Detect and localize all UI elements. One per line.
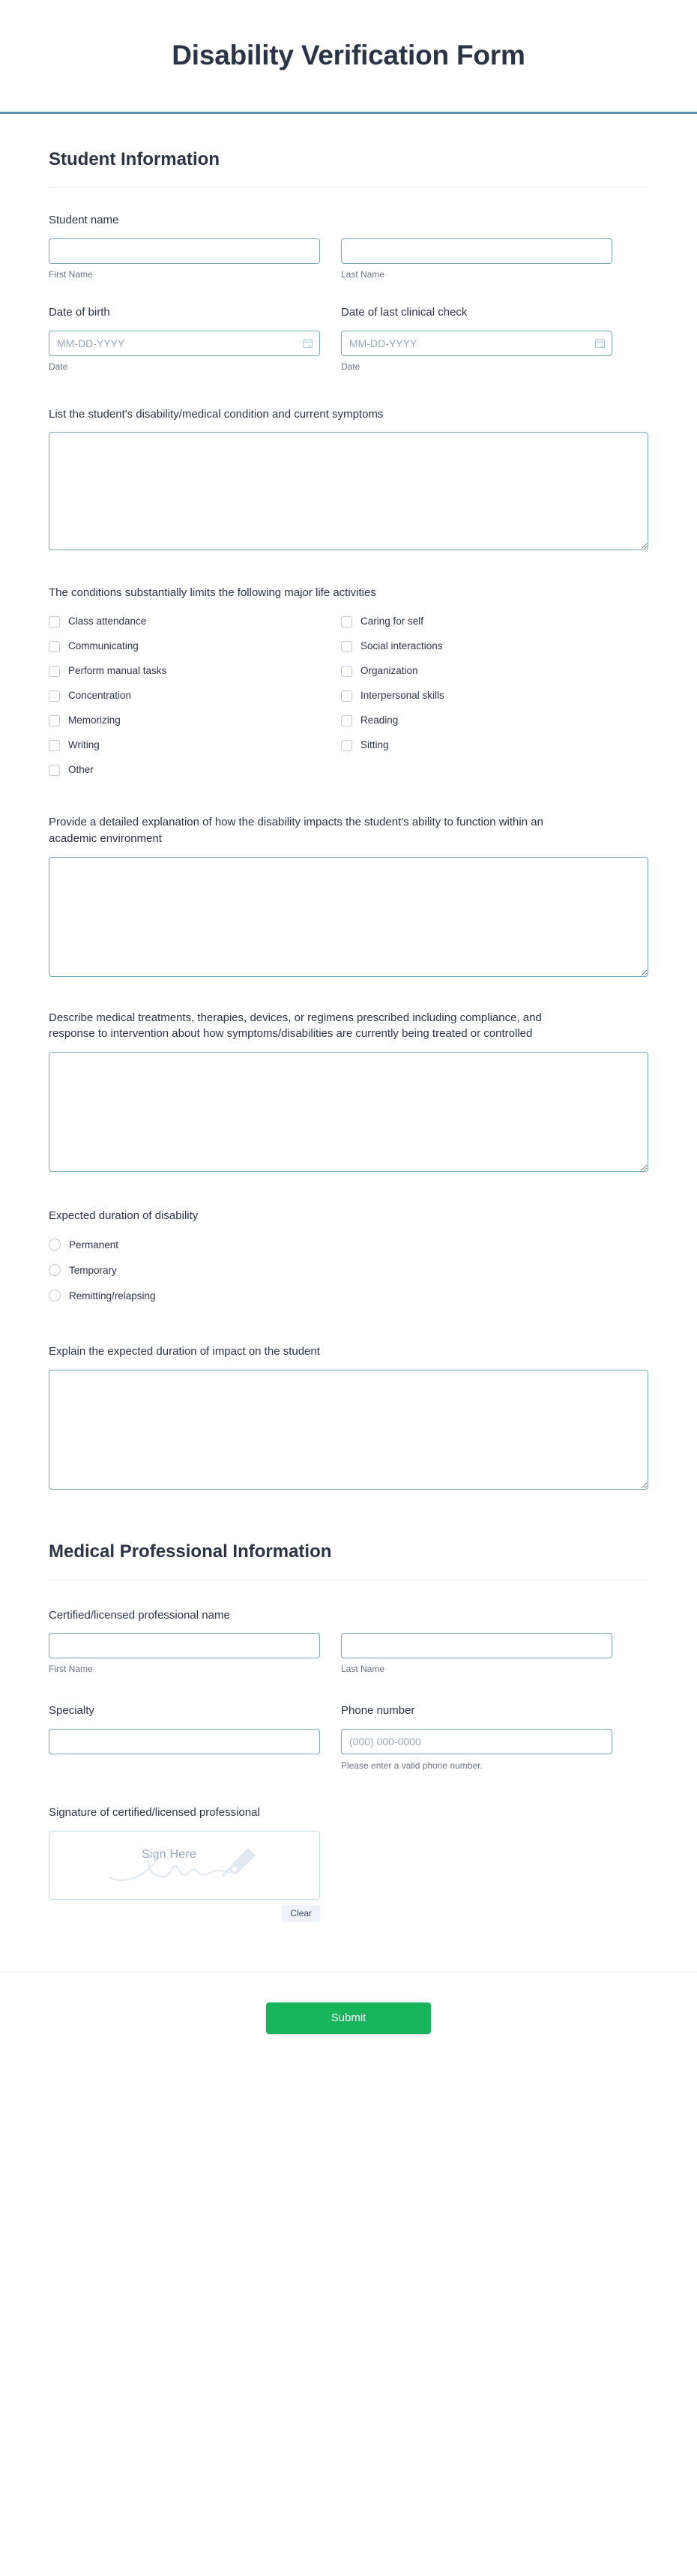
checkbox-label: Class attendance [68, 616, 147, 628]
checkbox-label: Concentration [68, 690, 132, 702]
student-name-row [49, 238, 648, 281]
checkbox-label: Memorizing [68, 714, 121, 726]
form-footer [0, 1972, 697, 2067]
checkbox-memorizing[interactable] [49, 710, 320, 731]
student-first-name-input[interactable] [49, 238, 320, 264]
checkbox-label: Communicating [68, 640, 139, 652]
clear-signature-button[interactable]: Clear [282, 1905, 320, 1922]
professional-last-name-col [341, 1633, 612, 1676]
checkbox-perform-manual-tasks[interactable] [49, 660, 320, 681]
field-signature [49, 1772, 648, 1922]
life-activities-column-left [49, 611, 320, 784]
checkbox-box-icon[interactable] [341, 616, 352, 628]
form-header [0, 0, 697, 114]
phone-number-hint: Please enter a valid phone number. [341, 1760, 483, 1771]
date-of-birth-wrap [49, 331, 320, 356]
checkbox-box-icon[interactable] [49, 666, 60, 677]
section-title-professional: Medical Professional Information [49, 1541, 332, 1562]
student-first-name-sublabel: First Name [49, 268, 93, 280]
submit-button[interactable]: Submit [266, 2002, 431, 2034]
dates-row [49, 304, 648, 373]
last-clinical-check-wrap [341, 331, 612, 356]
checkbox-label: Caring for self [360, 616, 424, 628]
phone-col [341, 1703, 612, 1772]
radio-label: Permanent [69, 1239, 119, 1251]
label-last-clinical-check: Date of last clinical check [341, 306, 468, 319]
label-date-of-birth: Date of birth [49, 306, 110, 319]
last-clinical-check-input[interactable] [341, 331, 612, 356]
professional-first-name-sublabel: First Name [49, 1664, 93, 1675]
checkbox-label: Perform manual tasks [68, 665, 167, 677]
field-professional-name [49, 1580, 648, 1676]
checkbox-box-icon[interactable] [341, 740, 352, 751]
checkbox-interpersonal-skills[interactable] [341, 685, 612, 706]
label-professional-name: Certified/licensed professional name [49, 1608, 230, 1622]
field-duration-explain [49, 1310, 648, 1490]
signature-art-wrap [106, 1842, 263, 1889]
student-last-name-sublabel: Last Name [341, 268, 385, 280]
checkbox-other[interactable] [49, 759, 320, 780]
checkbox-reading[interactable] [341, 710, 612, 731]
date-of-birth-input[interactable] [49, 331, 320, 356]
checkbox-concentration[interactable] [49, 685, 320, 706]
date-of-birth-col [49, 304, 320, 373]
signature-block [49, 1831, 320, 1922]
checkbox-box-icon[interactable] [341, 715, 352, 726]
specialty-phone-row [49, 1703, 648, 1772]
student-last-name-col [341, 238, 612, 281]
student-first-name-col [49, 238, 320, 281]
specialty-input[interactable] [49, 1729, 320, 1754]
checkbox-sitting[interactable] [341, 735, 612, 756]
field-life-activities [49, 550, 648, 784]
radio-circle-icon[interactable] [49, 1289, 61, 1301]
checkbox-box-icon[interactable] [49, 765, 60, 776]
radio-remitting-relapsing[interactable] [49, 1285, 648, 1307]
label-life-activities: The conditions substantially limits the following major life activities [49, 586, 376, 600]
field-dates-row [49, 280, 648, 373]
checkbox-class-attendance[interactable] [49, 611, 320, 632]
checkbox-label: Interpersonal skills [360, 690, 444, 702]
label-phone-number: Phone number [341, 1704, 415, 1718]
page-title: Disability Verification Form [172, 40, 525, 71]
checkbox-box-icon[interactable] [341, 641, 352, 652]
label-condition-symptoms: List the student's disability/medical condition and current symptoms [49, 407, 384, 421]
label-signature: Signature of certified/licensed professional [49, 1806, 260, 1820]
checkbox-box-icon[interactable] [341, 690, 352, 702]
checkbox-label: Sitting [360, 739, 389, 751]
form-body [0, 114, 697, 2067]
pen-nib-icon [220, 1845, 259, 1881]
checkbox-label: Organization [360, 665, 418, 677]
duration-explain-textarea[interactable] [49, 1370, 648, 1490]
signature-placeholder-label: Sign Here [142, 1848, 196, 1862]
radio-label: Temporary [69, 1264, 117, 1276]
signature-pad[interactable] [49, 1831, 320, 1900]
label-expected-duration: Expected duration of disability [49, 1209, 199, 1223]
date-of-birth-sublabel: Date [49, 361, 68, 373]
label-academic-impact: Provide a detailed explanation of how the disability impacts the student's ability to function within an academic environment [49, 816, 543, 845]
checkbox-label: Reading [360, 714, 399, 726]
checkbox-box-icon[interactable] [49, 690, 60, 702]
signature-placeholder-art [49, 1832, 319, 1899]
field-treatments [49, 977, 648, 1173]
professional-last-name-sublabel: Last Name [341, 1664, 385, 1675]
checkbox-label: Social interactions [360, 640, 443, 652]
checkbox-box-icon[interactable] [341, 666, 352, 677]
professional-name-row [49, 1633, 648, 1676]
checkbox-social-interactions[interactable] [341, 636, 612, 657]
label-specialty: Specialty [49, 1704, 94, 1718]
last-clinical-check-sublabel: Date [341, 361, 360, 373]
phone-number-input[interactable] [341, 1729, 612, 1754]
checkbox-box-icon[interactable] [49, 740, 60, 751]
radio-permanent[interactable] [49, 1234, 648, 1256]
professional-last-name-input[interactable] [341, 1633, 612, 1658]
signature-clear-row [49, 1905, 320, 1922]
checkbox-communicating[interactable] [49, 636, 320, 657]
section-title-student: Student Information [49, 149, 220, 169]
label-treatments: Describe medical treatments, therapies, devices, or regimens prescribed including compliance, and response to intervention about how symptoms/disabilities are currently being treated or controlled [49, 1011, 542, 1041]
section-student-information [49, 114, 648, 188]
form-content-column [49, 114, 648, 1930]
life-activities-column-right [341, 611, 612, 784]
field-student-name [49, 188, 648, 280]
label-student-name: Student name [49, 214, 119, 226]
radio-circle-icon[interactable] [49, 1264, 61, 1276]
professional-first-name-input[interactable] [49, 1633, 320, 1658]
checkbox-box-icon[interactable] [49, 616, 60, 628]
radio-temporary[interactable] [49, 1260, 648, 1281]
field-condition-symptoms [49, 373, 648, 551]
radio-circle-icon[interactable] [49, 1239, 61, 1251]
specialty-col [49, 1703, 320, 1772]
checkbox-box-icon[interactable] [49, 641, 60, 652]
last-clinical-check-col [341, 304, 612, 373]
treatments-textarea[interactable] [49, 1052, 648, 1172]
student-last-name-input[interactable] [341, 238, 612, 264]
checkbox-label: Other [68, 764, 94, 776]
expected-duration-options [49, 1234, 648, 1307]
checkbox-caring-for-self[interactable] [341, 611, 612, 632]
checkbox-organization[interactable] [341, 660, 612, 681]
label-duration-explain: Explain the expected duration of impact on the student [49, 1344, 320, 1358]
field-academic-impact [49, 784, 648, 977]
checkbox-writing[interactable] [49, 735, 320, 756]
section-medical-professional-information [49, 1490, 648, 1580]
academic-impact-textarea[interactable] [49, 857, 648, 977]
field-specialty-phone-row [49, 1676, 648, 1772]
checkbox-box-icon[interactable] [49, 715, 60, 726]
condition-symptoms-textarea[interactable] [49, 432, 648, 550]
radio-label: Remitting/relapsing [69, 1289, 156, 1301]
bottom-spacer [49, 1922, 648, 1930]
professional-first-name-col [49, 1633, 320, 1676]
field-expected-duration [49, 1172, 648, 1307]
checkbox-label: Writing [68, 739, 100, 751]
life-activities-grid [49, 611, 648, 784]
